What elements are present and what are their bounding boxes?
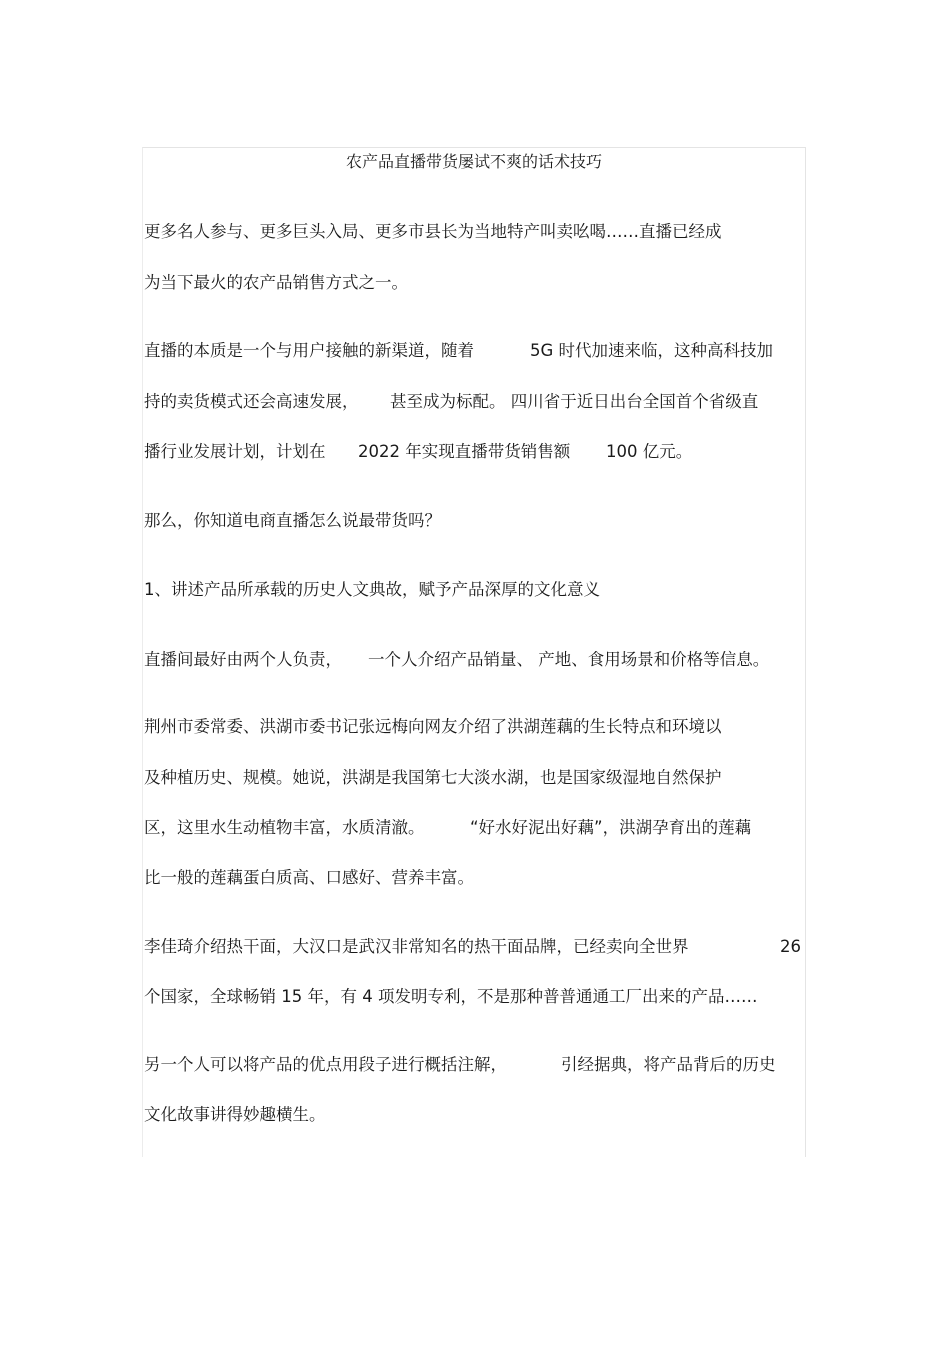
text-segment: 甚至成为标配。 四川省于近日出台全国首个省级直 [390, 392, 759, 411]
text-segment: 另一个人可以将产品的优点用段子进行概括注解， [144, 1055, 507, 1074]
paragraph-line: 为当下最火的农产品销售方式之一。 [144, 273, 408, 292]
text-segment: 区，这里水生动植物丰富，水质清澈。 [144, 818, 425, 837]
text-segment: 李佳琦介绍热干面，大汉口是武汉非常知名的热干面品牌，已经卖向全世界 [144, 937, 689, 956]
text-segment: 持的卖货模式还会高速发展， [144, 392, 359, 411]
text-segment: 直播的本质是一个与用户接触的新渠道，随着 [144, 341, 474, 360]
text-segment: 26 [780, 937, 801, 956]
text-segment: “好水好泥出好藕”，洪湖孕育出的莲藕 [470, 818, 752, 837]
paragraph-line: 文化故事讲得妙趣横生。 [144, 1105, 326, 1124]
document-title: 农产品直播带货屡试不爽的话术技巧 [345, 152, 602, 171]
text-segment: 一个人介绍产品销量、 产地、食用场景和价格等信息。 [368, 650, 770, 669]
paragraph-line: 及种植历史、规模。她说，洪湖是我国第七大淡水湖，也是国家级湿地自然保护 [144, 768, 722, 787]
text-segment: 直播间最好由两个人负责， [144, 650, 342, 669]
paragraph-line: 荆州市委常委、洪湖市委书记张远梅向网友介绍了洪湖莲藕的生长特点和环境以 [144, 717, 722, 736]
paragraph-line: 比一般的莲藕蛋白质高、口感好、营养丰富。 [144, 868, 474, 887]
text-segment: 100 亿元。 [606, 442, 693, 461]
paragraph-line: 个国家，全球畅销 15 年，有 4 项发明专利，不是那种普普通通工厂出来的产品…… [144, 987, 758, 1006]
paragraph-line: 更多名人参与、更多巨头入局、更多市县长为当地特产叫卖吆喝……直播已经成 [144, 222, 722, 241]
text-segment: 播行业发展计划，计划在 [144, 442, 326, 461]
text-segment: 引经据典，将产品背后的历史 [561, 1055, 776, 1074]
text-segment: 5G 时代加速来临，这种高科技加 [530, 341, 774, 360]
text-segment: 2022 年实现直播带货销售额 [358, 442, 571, 461]
section-heading: 1、讲述产品所承载的历史人文典故，赋予产品深厚的文化意义 [144, 580, 600, 599]
paragraph-line: 那么，你知道电商直播怎么说最带货吗？ [144, 511, 441, 530]
